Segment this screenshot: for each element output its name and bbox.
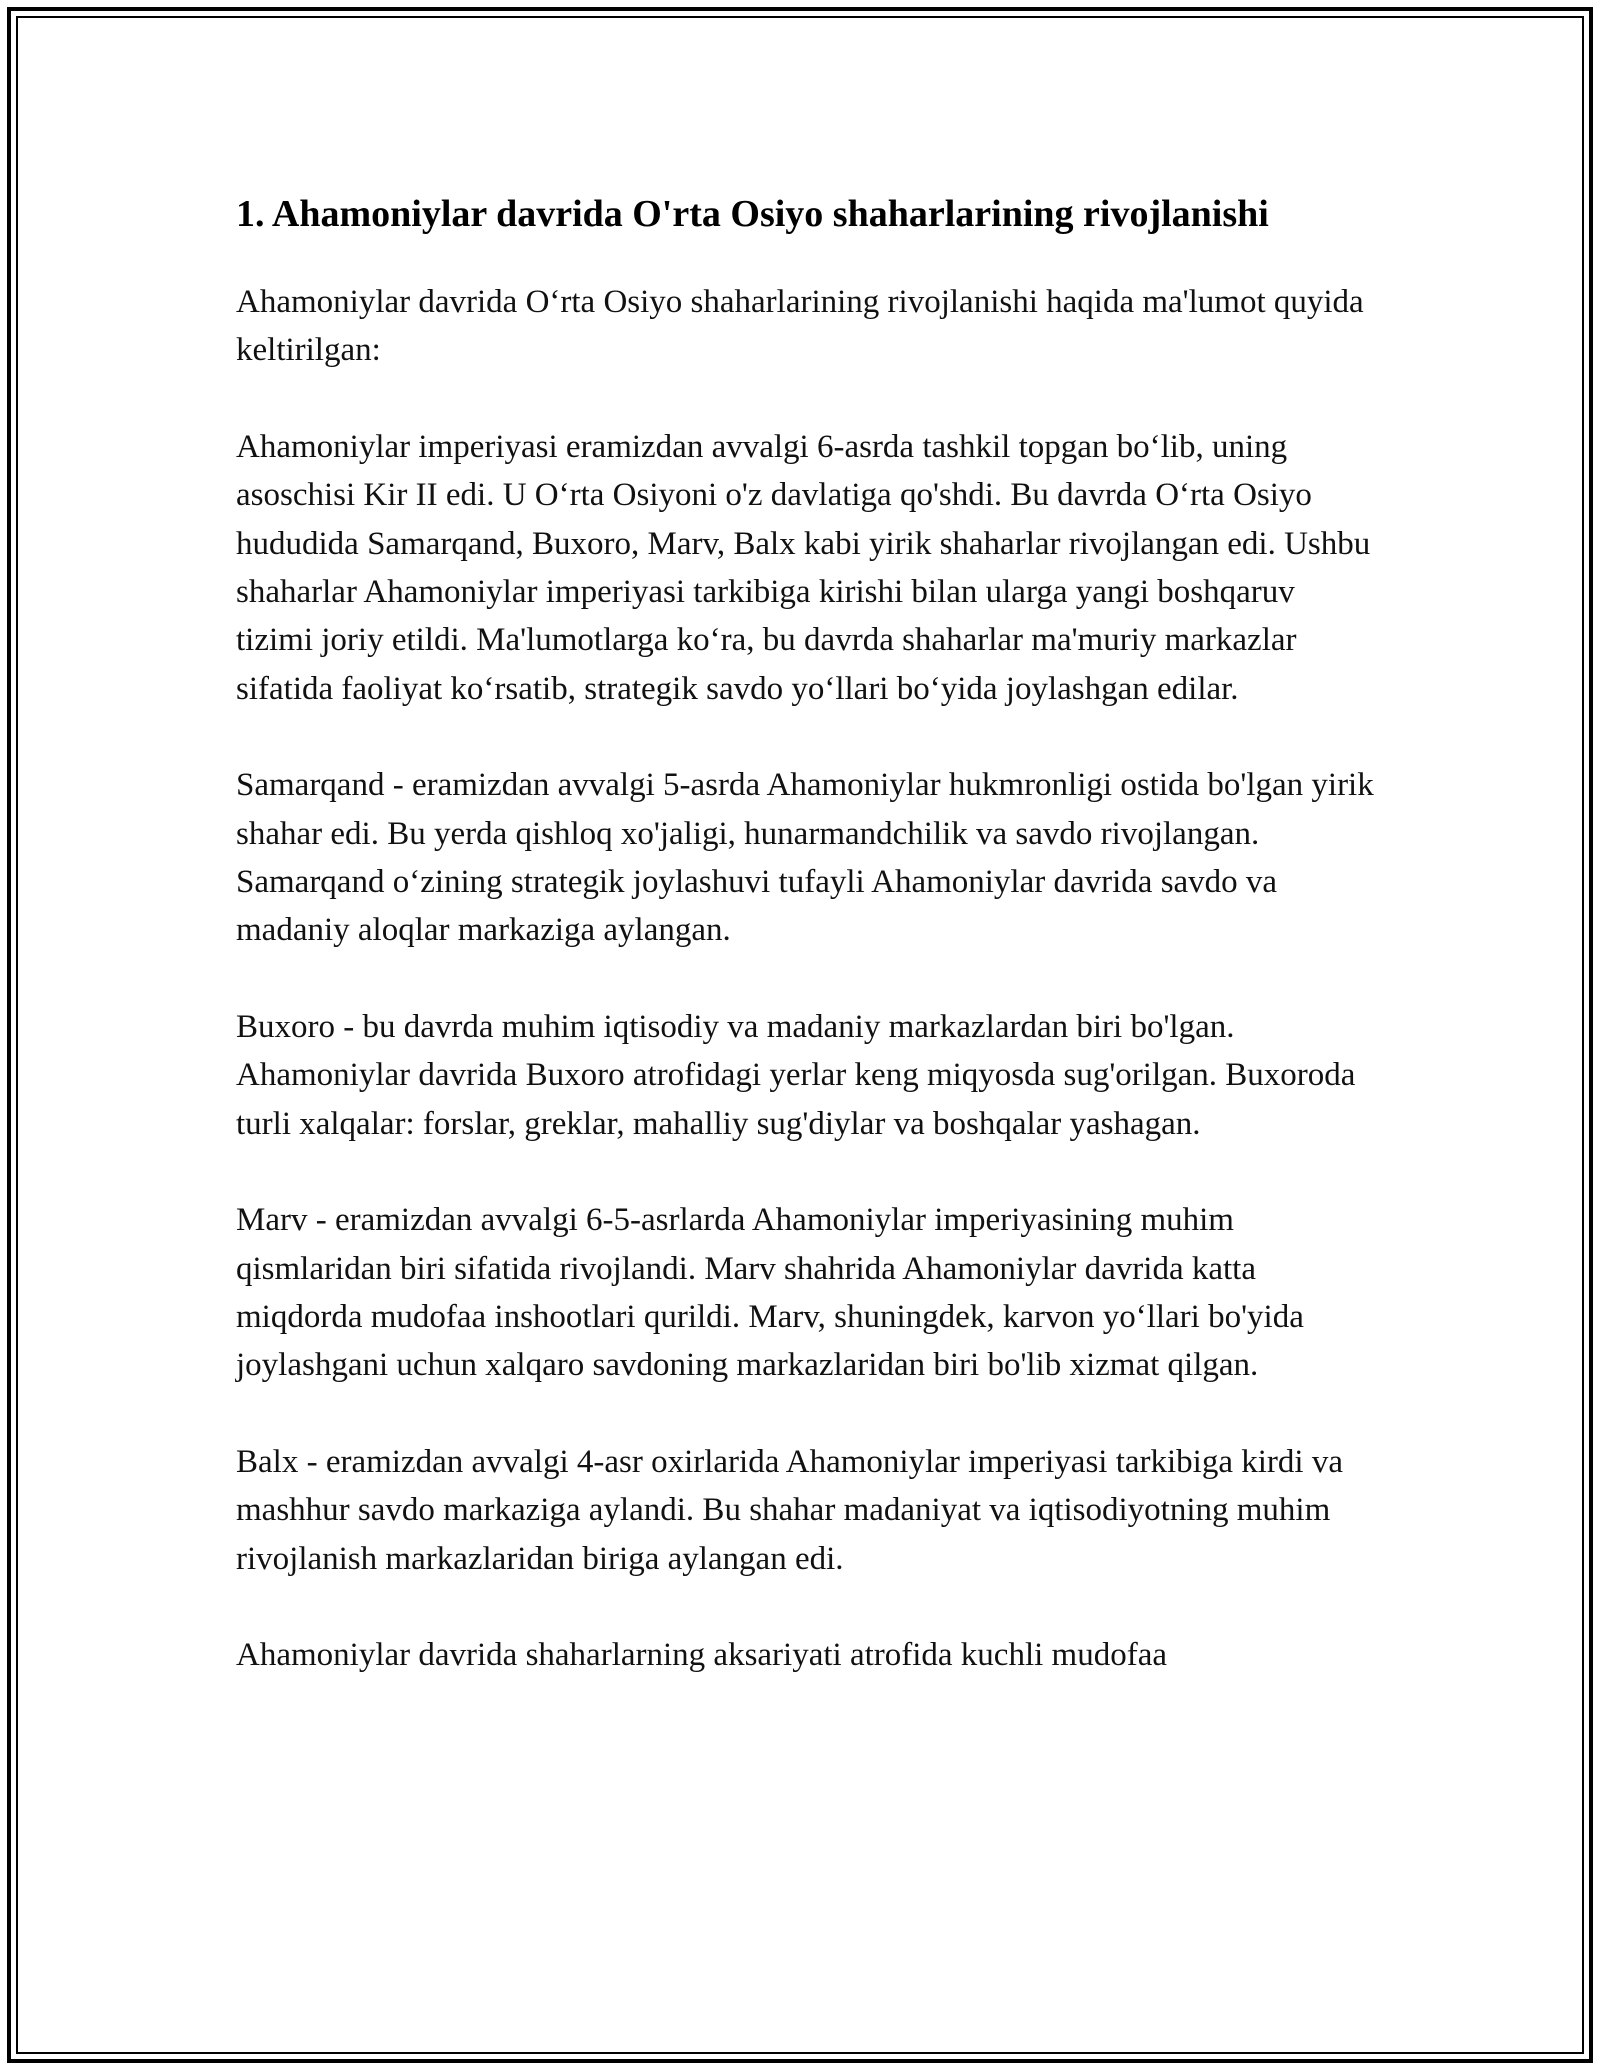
paragraph-balx: Balx - eramizdan avvalgi 4-asr oxirlarida Ahamoniylar imperiyasi tarkibiga kirdi va mashhur savdo markaziga aylandi. Bu shahar madaniyat va iqtisodiyotning muhim rivojlanish markazlaridan biriga aylangan edi. [236, 1443, 1343, 1577]
paragraph-intro: Ahamoniylar davrida O‘rta Osiyo shaharlarining rivojlanishi haqida ma'lumot quyida keltirilgan: [236, 284, 1364, 369]
paragraph-samarqand: Samarqand - eramizdan avvalgi 5-asrda Ahamoniylar hukmronligi ostida bo'lgan yirik shahar edi. Bu yerda qishloq xo'jaligi, hunarmandchilik va savdo rivojlangan. Samarqand o‘zining strategik joylashuvi tufayli Ahamoniylar davrida savdo va madaniy aloqlar markaziga aylangan. [236, 767, 1374, 949]
document-body [236, 186, 1376, 1727]
paragraph-marv: Marv - eramizdan avvalgi 6-5-asrlarda Ahamoniylar imperiyasining muhim qismlaridan biri sifatida rivojlandi. Marv shahrida Ahamoniylar davrida katta miqdorda mudofaa inshootlari qurildi. Marv, shuningdek, karvon yo‘llari bo'yida joylashgani uchun xalqaro savdoning markazlaridan biri bo'lib xizmat qilgan. [236, 1202, 1304, 1384]
document-title: 1. Ahamoniylar davrida O'rta Osiyo shaharlarining rivojlanishi [236, 193, 1269, 235]
paragraph-empire: Ahamoniylar imperiyasi eramizdan avvalgi 6-asrda tashkil topgan bo‘lib, uning asoschisi Kir II edi. U O‘rta Osiyoni o'z davlatiga qo'shdi. Bu davrda O‘rta Osiyo hududida Samarqand, Buxoro, Marv, Balx kabi yirik shaharlar rivojlangan edi. Ushbu shaharlar Ahamoniylar imperiyasi tarkibiga kirishi bilan ularga yangi boshqaruv tizimi joriy etildi. Ma'lumotlarga ko‘ra, bu davrda shaharlar ma'muriy markazlar sifatida faoliyat ko‘rsatib, strategik savdo yo‘llari bo‘yida joylashgan edilar. [236, 428, 1371, 707]
paragraph-defense: Ahamoniylar davrida shaharlarning aksariyati atrofida kuchli mudofaa [236, 1636, 1167, 1673]
paragraph-buxoro: Buxoro - bu davrda muhim iqtisodiy va madaniy markazlardan biri bo'lgan. Ahamoniylar davrida Buxoro atrofidagi yerlar keng miqyosda sug'orilgan. Buxoroda turli xalqalar: forslar, greklar, mahalliy sug'diylar va boshqalar yashagan. [236, 1008, 1356, 1142]
